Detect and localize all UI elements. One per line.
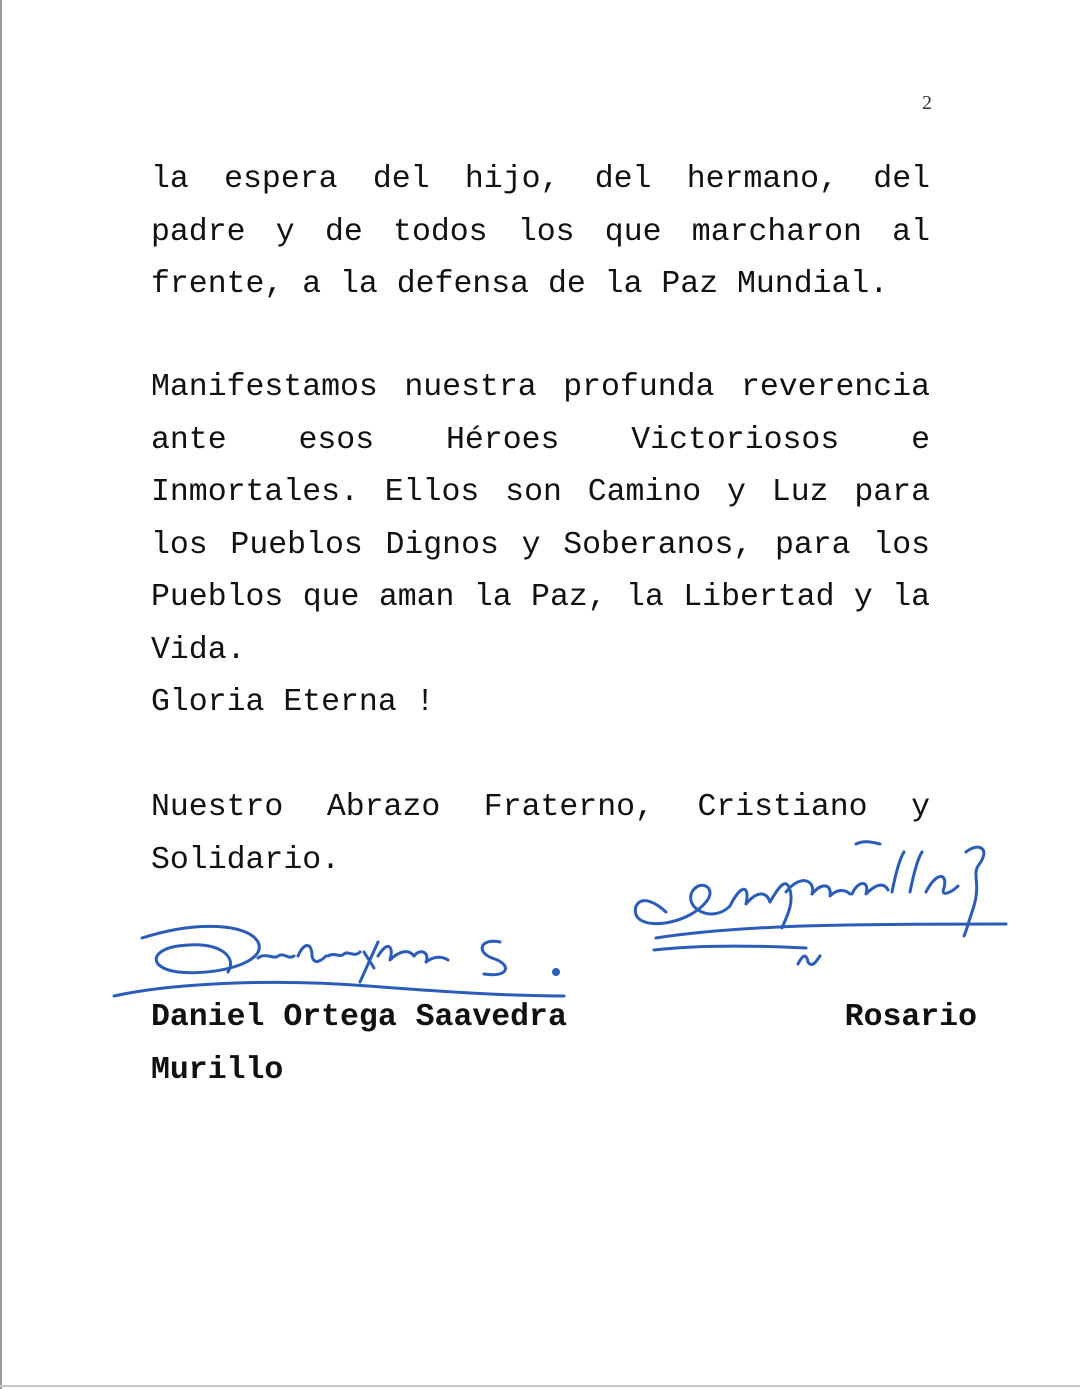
paragraph-2: Manifestamos nuestra profunda reverencia ante esos Héroes Victoriosos e Inmortales. Ellos son Camino y Luz para los Pueblos Dignos y Soberanos, para los Pueblos que aman la Paz, la Libertad y la Vida. xyxy=(151,370,930,668)
signatory-ortega: Daniel Ortega Saavedra xyxy=(151,1000,567,1035)
page-bottom-edge xyxy=(0,1385,1080,1387)
signature-murillo xyxy=(626,832,1010,978)
signature-ortega xyxy=(108,912,568,1004)
signatories-row xyxy=(151,992,977,1045)
signatories-block xyxy=(151,992,977,1097)
signatory-murillo-second-line: Murillo xyxy=(151,1052,284,1088)
paragraph-3: Gloria Eterna ! xyxy=(151,685,435,720)
paragraph-4: Nuestro Abrazo Fraterno, Cristiano y Solidario. xyxy=(151,790,930,878)
page-number: 2 xyxy=(922,92,932,114)
signatory-murillo-first-line: Rosario xyxy=(844,1000,977,1035)
page-left-edge xyxy=(0,0,2,1389)
paragraph-1: la espera del hijo, del hermano, del padre y de todos los que marcharon al frente, a la defensa de la Paz Mundial. xyxy=(151,162,930,302)
